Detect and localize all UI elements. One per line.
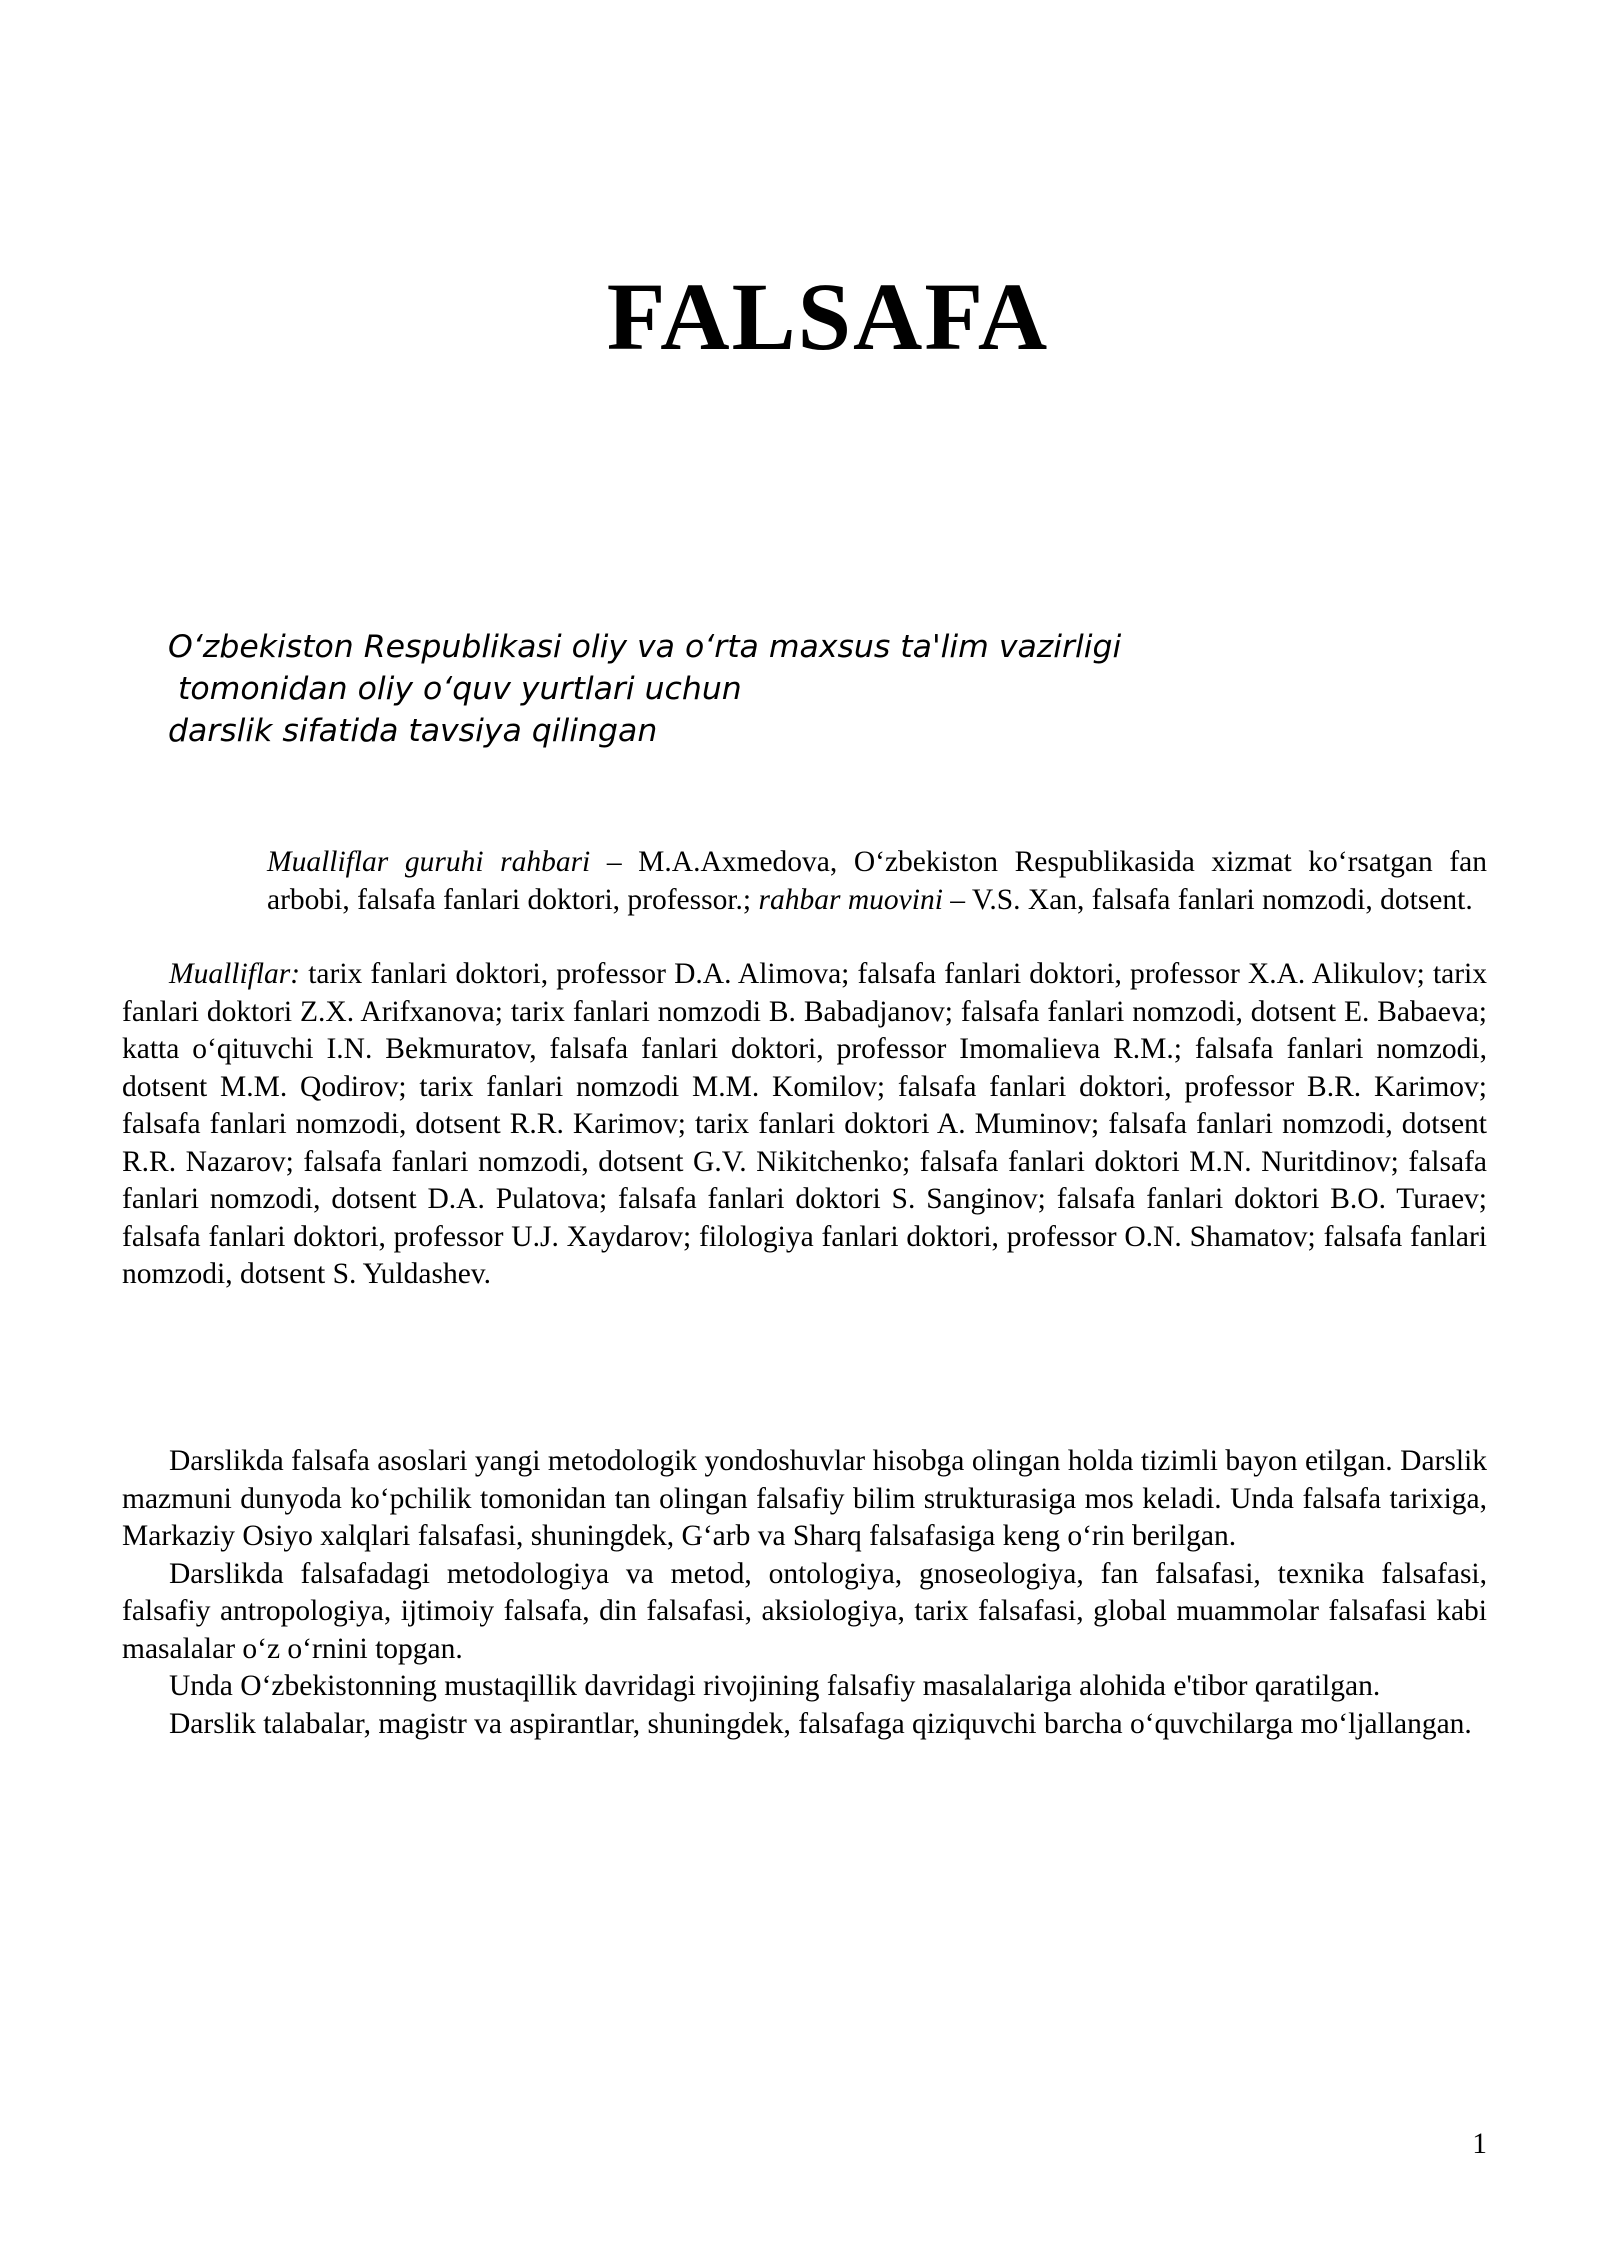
book-title: FALSAFA xyxy=(606,263,1050,370)
author-group-leaders xyxy=(267,844,1487,919)
annotation-paragraph: Darslik talabalar, magistr va aspirantlar, shuningdek, falsafaga qiziquvchi barcha o‘quvchilarga mo‘ljallangan. xyxy=(169,1707,1472,1740)
deputy-leader-text: – V.S. Xan, falsafa fanlari nomzodi, dotsent. xyxy=(942,883,1473,916)
annotation-paragraph: Darslikda falsafa asoslari yangi metodologik yondoshuvlar hisobga olingan holda tizimli bayon etilgan. Darslik mazmuni dunyoda ko‘pchilik tomonidan tan olingan falsafiy bilim strukturasiga mos keladi. Unda falsafa tarixiga, Markaziy Osiyo xalqlari falsafasi, shuningdek, G‘arb va Sharq falsafasiga keng o‘rin berilgan. xyxy=(122,1445,1487,1552)
annotation-paragraph: Darslikda falsafadagi metodologiya va metod, ontologiya, gnoseologiya, fan falsafasi, texnika falsafasi, falsafiy antropologiya, ijtimoiy falsafa, din falsafasi, aksiologiya, tarix falsafasi, global muammolar falsafasi kabi masalalar o‘z o‘rnini topgan. xyxy=(122,1557,1487,1665)
group-leader-label: Mualliflar guruhi rahbari xyxy=(267,846,591,878)
approval-line-2: tomonidan oliy o‘quv yurtlari uchun xyxy=(168,671,742,707)
approval-line-3: darslik sifatida tavsiya qilingan xyxy=(168,713,658,749)
approval-line-1: O‘zbekiston Respublikasi oliy va o‘rta maxsus ta'lim vazirligi xyxy=(168,629,1122,665)
annotation-paragraph: Unda O‘zbekistonning mustaqillik davridagi rivojining falsafiy masalalariga alohida e'tibor qaratilgan. xyxy=(169,1670,1381,1702)
ministry-approval-note xyxy=(168,626,1268,752)
deputy-leader-label: rahbar muovini xyxy=(758,883,943,916)
group-leader-text: – M.A.Axmedova, O‘zbekiston Respublikasida xizmat ko‘rsatgan fan arbobi, falsafa fanlari doktori, professor.; xyxy=(267,846,1487,916)
book-annotation xyxy=(122,1443,1487,1743)
authors-text: tarix fanlari doktori, professor D.A. Alimova; falsafa fanlari doktori, professor X.A. Alikulov; tarix fanlari doktori Z.X. Arifxanova; tarix fanlari nomzodi B. Babadjanov; falsafa fanlari nomzodi, dotsent E. Babaeva; katta o‘qituvchi I.N. Bekmuratov, falsafa fanlari doktori, professor Imomalieva R.M.; falsafa fanlari nomzodi, dotsent M.M. Qodirov; tarix fanlari nomzodi M.M. Komilov; falsafa fanlari doktori, professor B.R. Karimov; falsafa fanlari nomzodi, dotsent R.R. Karimov; tarix fanlari doktori A. Muminov; falsafa fanlari nomzodi, dotsent R.R. Nazarov; falsafa fanlari nomzodi, dotsent G.V. Nikitchenko; falsafa fanlari doktori M.N. Nuritdinov; falsafa fanlari nomzodi, dotsent D.A. Pulatova; falsafa fanlari doktori S. Sanginov; falsafa fanlari doktori B.O. Turaev; falsafa fanlari doktori, professor U.J. Xaydarov; filologiya fanlari doktori, professor O.N. Shamatov; falsafa fanlari nomzodi, dotsent S. Yuldashev. xyxy=(122,958,1487,1290)
authors-list xyxy=(122,956,1487,1294)
page-number: 1 xyxy=(1472,2128,1487,2160)
authors-label: Mualliflar: xyxy=(169,958,301,990)
